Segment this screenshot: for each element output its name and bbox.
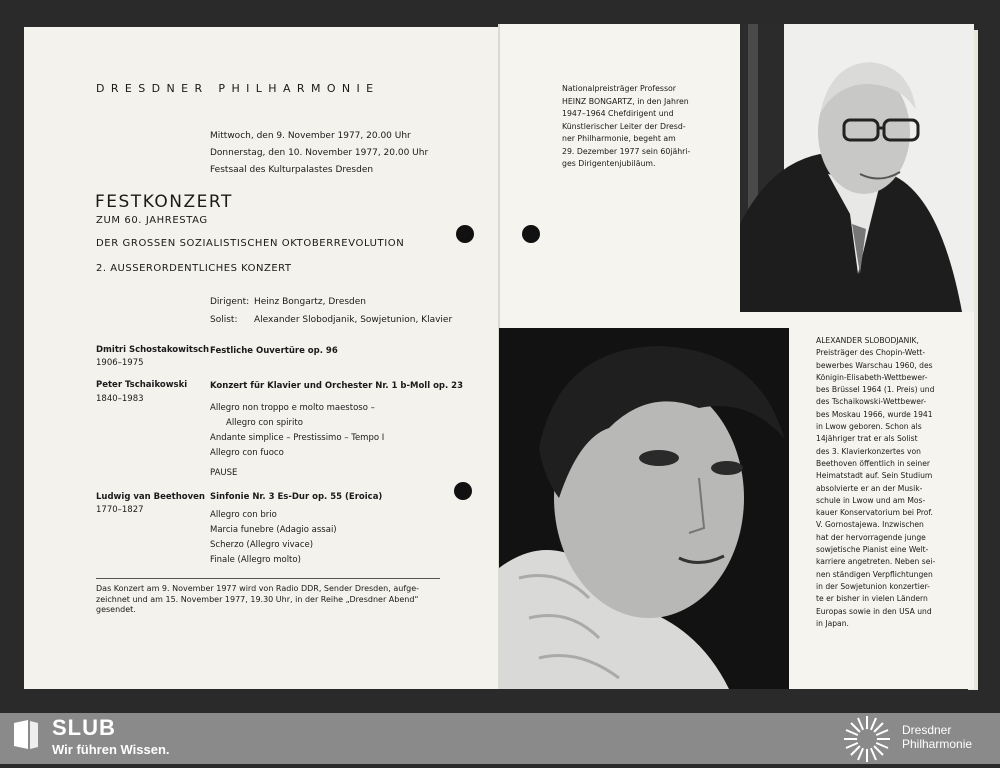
bio-line: nen ständigen Verpflichtungen (816, 569, 933, 579)
bio-line: Beethoven öffentlich in seiner (816, 458, 931, 468)
bio-line: Heimatstadt auf. Sein Studium (816, 471, 933, 481)
concert-title: FESTKONZERT (95, 192, 233, 212)
bio-line: absolvierte er an der Musik- (816, 483, 923, 493)
composer-name: Dmitri Schostakowitsch (96, 345, 210, 355)
composer-name: Peter Tschaikowski (96, 380, 188, 390)
slub-tagline: Wir führen Wissen. (52, 742, 170, 757)
subtitle-3: 2. AUSSERORDENTLICHES KONZERT (96, 263, 292, 274)
broadcast-line: zeichnet und am 15. November 1977, 19.30 Uhr, in der Reihe „Dresdner Abend“ (96, 594, 419, 604)
pause-label: PAUSE (210, 468, 238, 478)
movement: Allegro non troppo e molto maestoso – (210, 403, 375, 413)
slobodjanik-photo (499, 328, 789, 689)
movement: Allegro con fuoco (210, 448, 284, 458)
date-line-1: Mittwoch, den 9. November 1977, 20.00 Uhr (210, 131, 411, 141)
punch-hole (456, 225, 474, 243)
movement: Scherzo (Allegro vivace) (210, 540, 314, 550)
philharmonie-logo-icon[interactable] (842, 714, 892, 764)
bio-line: Nationalpreisträger Professor (562, 84, 676, 93)
bio-line: ALEXANDER SLOBODJANIK, (816, 336, 919, 345)
bio-line: 29. Dezember 1977 sein 60jähri- (562, 146, 691, 156)
bio-line: bes Brüssel 1964 (1. Preis) und (816, 385, 935, 395)
composer-years: 1906–1975 (96, 358, 144, 368)
movement: Andante simplice – Prestissimo – Tempo I (210, 433, 385, 443)
footer-bar (0, 713, 1000, 764)
bio-line: sowjetische Pianist eine Welt- (816, 545, 929, 555)
bio-line: bes Moskau 1966, wurde 1941 (816, 409, 933, 419)
date-line-2: Donnerstag, den 10. November 1977, 20.00 Uhr (210, 148, 429, 158)
bio-line: ner Philharmonie, begeht am (562, 134, 676, 143)
movement-list (210, 401, 384, 461)
bio-line: des 3. Klavierkonzertes von (816, 446, 921, 456)
venue-line: Festsaal des Kulturpalastes Dresden (210, 165, 374, 175)
bio-line: Künstlerischer Leiter der Dresd- (562, 121, 686, 131)
bio-line: bewerbes Warschau 1960, des (816, 360, 933, 370)
bio-line: hat der hervorragende junge (816, 532, 926, 542)
work-title: Sinfonie Nr. 3 Es-Dur op. 55 (Eroica) (210, 492, 383, 502)
bio-line: 1947–1964 Chefdirigent und (562, 109, 674, 118)
bongartz-bio (562, 83, 710, 171)
bio-line: V. Gornostajewa. Inzwischen (816, 520, 924, 530)
bio-line: karriere angetreten. Neben sei- (816, 557, 936, 567)
bio-line: des Tschaikowski-Wettbewer- (816, 397, 927, 407)
bio-line: Europas sowie in den USA und (816, 606, 932, 616)
bongartz-photo (740, 24, 974, 312)
movement: Allegro con brio (210, 510, 277, 520)
movement: Allegro con spirito (226, 418, 303, 428)
broadcast-line: Das Konzert am 9. November 1977 wird von Radio DDR, Sender Dresden, aufge- (96, 584, 420, 593)
broadcast-note (96, 584, 419, 616)
philharmonie-line-1: Dresdner (902, 723, 952, 737)
bio-line: in der Sowjetunion konzertier- (816, 581, 930, 591)
work-title: Festliche Ouvertüre op. 96 (210, 346, 338, 356)
bio-line: ges Dirigentenjubiläum. (562, 159, 656, 168)
conductor-name: Heinz Bongartz, Dresden (254, 297, 366, 307)
bio-line: Preisträger des Chopin-Wett- (816, 348, 926, 358)
bio-line: in Lwow geboren. Schon als (816, 422, 922, 432)
slub-logo-icon[interactable] (12, 719, 40, 751)
composer-name: Ludwig van Beethoven (96, 492, 205, 502)
bio-line: 14jähriger trat er als Solist (816, 434, 918, 444)
bio-line: in Japan. (816, 618, 849, 628)
bio-line: Königin-Elisabeth-Wettbewer- (816, 372, 928, 382)
soloist-name: Alexander Slobodjanik, Sowjetunion, Klavier (254, 315, 453, 325)
movement: Marcia funebre (Adagio assai) (210, 525, 337, 535)
conductor-label: Dirigent: (210, 297, 250, 307)
punch-hole (522, 225, 540, 243)
work-title: Konzert für Klavier und Orchester Nr. 1 b-Moll op. 23 (210, 381, 464, 391)
date-block (210, 128, 428, 179)
soloist-label: Solist: (210, 315, 238, 325)
movement-list (210, 508, 337, 568)
subtitle-2: DER GROSSEN SOZIALISTISCHEN OKTOBERREVOLUTION (96, 238, 405, 249)
composer-years: 1770–1827 (96, 505, 144, 515)
philharmonie-line-2: Philharmonie (902, 737, 973, 751)
slub-name[interactable]: SLUB (52, 715, 116, 740)
composer-years: 1840–1983 (96, 394, 144, 404)
orchestra-heading: DRESDNER PHILHARMONIE (96, 82, 380, 95)
bio-line: kauer Konservatorium bei Prof. (816, 508, 933, 518)
subtitle-1: ZUM 60. JAHRESTAG (96, 215, 208, 226)
bio-line: HEINZ BONGARTZ, in den Jahren (562, 96, 689, 106)
punch-hole (454, 482, 472, 500)
bio-line: te er bisher in vielen Ländern (816, 594, 928, 604)
philharmonie-wordmark (902, 723, 972, 751)
broadcast-line: gesendet. (96, 605, 136, 614)
divider (96, 578, 440, 579)
bio-line: schule in Lwow und am Mos- (816, 495, 926, 505)
movement: Finale (Allegro molto) (210, 555, 301, 565)
slobodjanik-bio (816, 335, 948, 630)
